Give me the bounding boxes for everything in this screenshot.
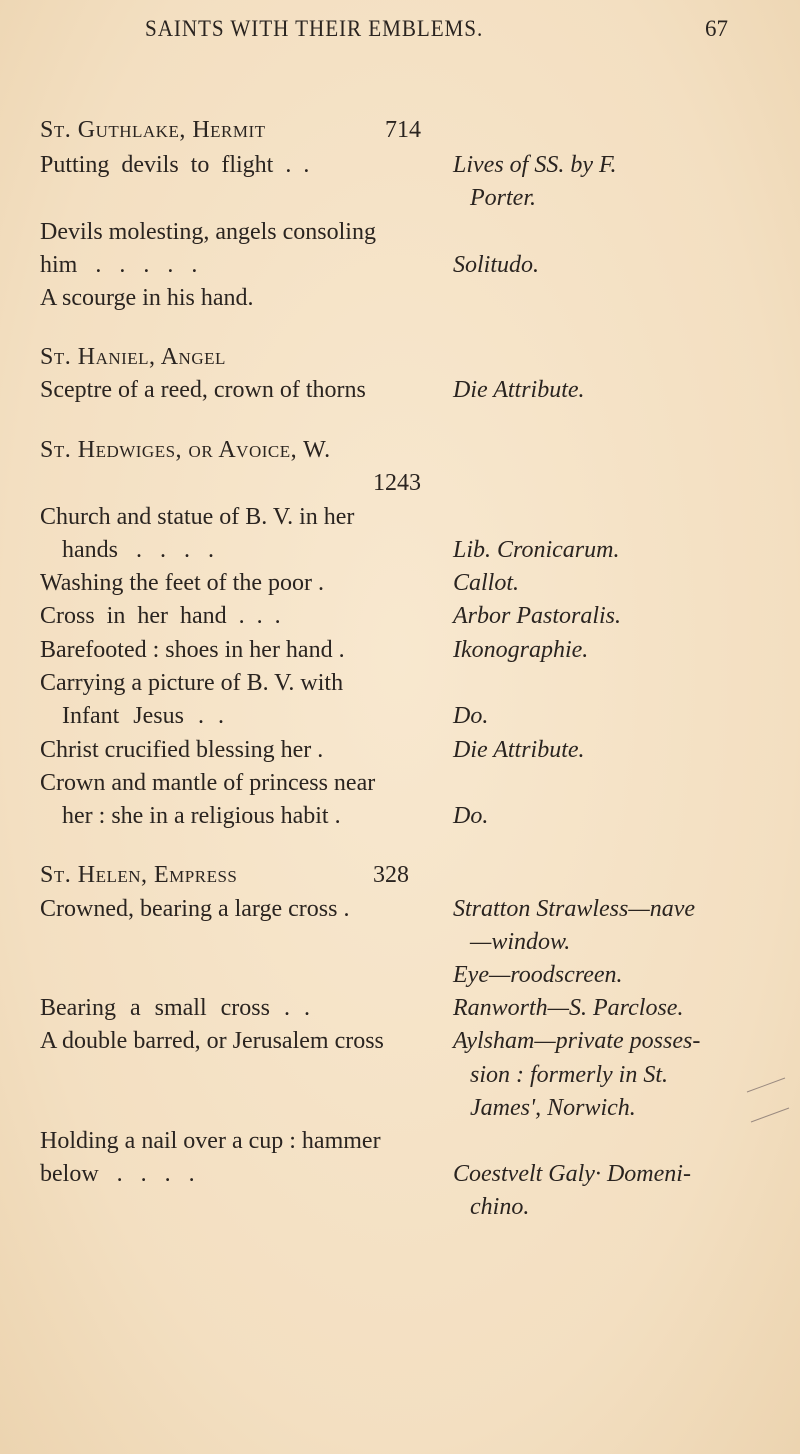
- source-text: James', Norwich.: [470, 1095, 636, 1121]
- source-text: Ranworth—S. Parclose.: [453, 995, 684, 1021]
- source-text: Arbor Pastoralis.: [453, 603, 622, 629]
- source-text: Lives of SS. by F.: [453, 152, 617, 178]
- source-text: Eye—roodscreen.: [453, 962, 623, 988]
- emblem-text: Carrying a picture of B. V. with: [40, 670, 344, 696]
- emblem-text: Sceptre of a reed, crown of thorns: [40, 377, 366, 403]
- emblem-text: Putting devils to flight . .: [40, 152, 310, 178]
- saint-heading: St. Guthlake, Hermit: [40, 117, 266, 143]
- emblem-text: Bearing a small cross . .: [40, 995, 310, 1021]
- saint-date: 328: [373, 862, 409, 888]
- emblem-text: her : she in a religious habit .: [62, 803, 341, 829]
- page-number: 67: [705, 16, 728, 41]
- saint-date: 1243: [373, 470, 421, 496]
- saint-heading: St. Haniel, Angel: [40, 344, 226, 370]
- emblem-text: A scourge in his hand.: [40, 285, 254, 311]
- source-text: Stratton Strawless—nave: [453, 896, 696, 922]
- source-text: —window.: [470, 929, 571, 955]
- emblem-text: A double barred, or Jerusalem cross: [40, 1028, 384, 1054]
- saint-heading: St. Helen, Empress: [40, 862, 238, 888]
- saint-date: 714: [385, 117, 421, 143]
- source-text: Do.: [453, 803, 489, 829]
- source-text: Die Attribute.: [453, 377, 585, 403]
- emblem-text: Holding a nail over a cup : hammer: [40, 1128, 381, 1154]
- source-text: Ikonographie.: [453, 637, 589, 663]
- emblem-text: Crown and mantle of princess near: [40, 770, 376, 796]
- emblem-text: him . . . . .: [40, 252, 198, 278]
- emblem-text: Church and statue of B. V. in her: [40, 504, 355, 530]
- pencil-mark-icon: [745, 1050, 795, 1130]
- source-text: chino.: [470, 1194, 530, 1220]
- source-text: Coestvelt Galy· Domeni-: [453, 1161, 691, 1187]
- emblem-text: Christ crucified blessing her .: [40, 737, 324, 763]
- source-text: Solitudo.: [453, 252, 540, 278]
- source-text: Die Attribute.: [453, 737, 585, 763]
- emblem-text: Infant Jesus . .: [62, 703, 224, 729]
- emblem-text: Washing the feet of the poor .: [40, 570, 324, 596]
- source-text: Do.: [453, 703, 489, 729]
- source-text: Callot.: [453, 570, 520, 596]
- running-title: SAINTS WITH THEIR EMBLEMS.: [145, 16, 484, 41]
- source-text: Lib. Cronicarum.: [453, 537, 620, 563]
- emblem-text: Devils molesting, angels consoling: [40, 219, 376, 245]
- source-text: Aylsham—private posses-: [453, 1028, 701, 1054]
- emblem-text: below . . . .: [40, 1161, 195, 1187]
- emblem-text: Cross in her hand . . .: [40, 603, 281, 629]
- emblem-text: Barefooted : shoes in her hand .: [40, 637, 345, 663]
- source-text: sion : formerly in St.: [470, 1062, 668, 1088]
- source-text: Porter.: [470, 185, 536, 211]
- saint-heading: St. Hedwiges, or Avoice, W.: [40, 437, 331, 463]
- emblem-text: hands . . . .: [62, 537, 214, 563]
- emblem-text: Crowned, bearing a large cross .: [40, 896, 350, 922]
